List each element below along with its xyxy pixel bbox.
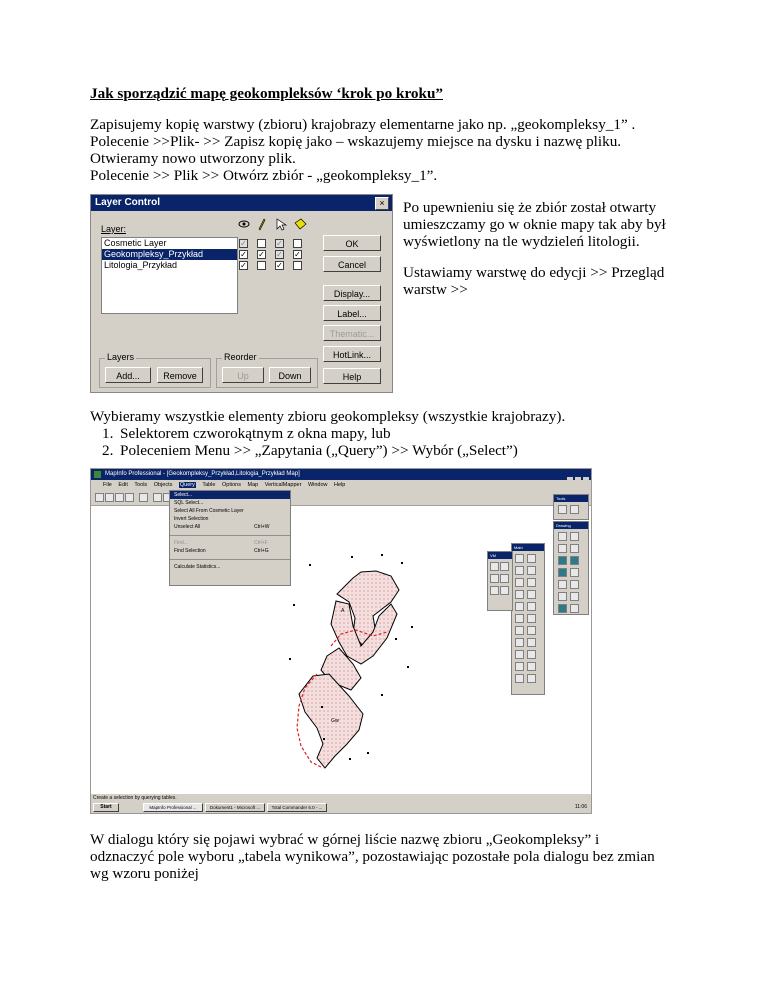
- bottom-line-2: odznaczyć pole wyboru „tabela wynikowa”, pozostawiając pozostałe pola dialogu bez zmian: [90, 848, 655, 865]
- reshape-tool-icon[interactable]: [570, 580, 579, 589]
- vm-tool-icon[interactable]: [500, 562, 509, 571]
- bottom-line-3: wg wzoru poniżej: [90, 865, 199, 882]
- autolabel-checkbox[interactable]: ✓: [294, 250, 301, 259]
- menu-item-find-selection[interactable]: Find Selection Ctrl+G: [174, 548, 269, 554]
- change-view-icon[interactable]: [515, 602, 524, 611]
- taskbar-word[interactable]: Dokument1 - Microsoft ...: [205, 803, 265, 812]
- menu-map[interactable]: Map: [247, 482, 259, 488]
- new-icon[interactable]: [95, 493, 104, 502]
- zoom-out-icon[interactable]: [527, 590, 536, 599]
- tools-palette: [553, 494, 589, 520]
- vm-palette: [487, 551, 513, 611]
- layout-icon[interactable]: [527, 674, 536, 683]
- layer-list-label: Layer:: [101, 224, 127, 234]
- text-tool-icon[interactable]: [570, 568, 579, 577]
- document-title: Jak sporządzić mapę geokompleksów ‘krok po kroku”: [90, 85, 444, 102]
- map-label-gw: Gw: [331, 718, 339, 724]
- layer-item-geokompleksy[interactable]: Geokompleksy_Przykład: [102, 249, 237, 260]
- save-icon[interactable]: [115, 493, 124, 502]
- menu-help[interactable]: Help: [334, 482, 346, 488]
- print-icon[interactable]: [139, 493, 148, 502]
- mapinfo-menu-bar: [91, 480, 591, 490]
- intro-line-3: Otwieramy nowo utworzony plik.: [90, 150, 296, 167]
- intro-line-2: Polecenie >>Plik- >> Zapisz kopię jako – wskazujemy miejsce na dysku i nazwę pliku.: [90, 133, 622, 150]
- up-button[interactable]: Up: [222, 367, 264, 383]
- vm-palette-title: VM: [488, 552, 512, 559]
- list-item-2: Poleceniem Menu >> „Zapytania („Query”) >> Wybór („Select”): [120, 442, 518, 459]
- polyline-tool-icon[interactable]: [570, 532, 579, 541]
- side-line-3: wyświetlony na tle wydzieleń litologii.: [403, 233, 640, 250]
- rounded-rect-tool-icon[interactable]: [558, 568, 567, 577]
- taskbar-mapinfo[interactable]: MapInfo Professional ...: [143, 803, 203, 812]
- vm-tool-icon[interactable]: [500, 586, 509, 595]
- drag-window-icon[interactable]: [527, 626, 536, 635]
- show-legend-icon[interactable]: [515, 650, 524, 659]
- tool-icon[interactable]: [558, 505, 567, 514]
- mapinfo-title-bar: MapInfo Professional - [Geokompleksy_Przykład,Litologia_Przykład Map]: [91, 469, 591, 480]
- label-tool-icon[interactable]: [515, 626, 524, 635]
- menu-separator: [170, 555, 290, 560]
- menu-table[interactable]: Table: [202, 482, 216, 488]
- intro-line-1: Zapisujemy kopię warstwy (zbioru) krajobrazy elementarne jako np. „geokompleksy_1” .: [90, 116, 636, 133]
- status-text: Create a selection by querying tables.: [93, 795, 177, 801]
- layer-item-cosmetic[interactable]: Cosmetic Layer: [104, 238, 167, 248]
- radius-select-icon[interactable]: [515, 566, 524, 575]
- ruler-icon[interactable]: [527, 638, 536, 647]
- label-button[interactable]: Label...: [323, 305, 381, 321]
- start-button[interactable]: Start: [93, 803, 119, 812]
- region-style-icon[interactable]: [558, 604, 567, 613]
- menu-verticalmapper[interactable]: VerticalMapper: [264, 482, 302, 488]
- visible-checkbox[interactable]: ✓: [240, 250, 247, 259]
- menu-edit[interactable]: Edit: [118, 482, 128, 488]
- side-line-5: warstw >>: [403, 281, 468, 298]
- layer-control-dialog: [90, 194, 393, 393]
- hotlink-icon[interactable]: [527, 614, 536, 623]
- list-item-1: Selektorem czworokątnym z okna mapy, lub: [120, 425, 391, 442]
- arc-tool-icon[interactable]: [558, 544, 567, 553]
- grabber-icon[interactable]: [527, 602, 536, 611]
- selectable-checkbox[interactable]: ✓: [276, 261, 283, 270]
- main-palette: [511, 543, 545, 695]
- add-node-icon[interactable]: [558, 592, 567, 601]
- drawing-palette: [553, 521, 589, 615]
- menu-item-select-all-cosmetic[interactable]: Select All From Cosmetic Layer: [174, 508, 244, 514]
- mapinfo-toolbar: [91, 490, 591, 506]
- symbol-style-icon[interactable]: [570, 592, 579, 601]
- taskbar-clock: 11:06: [574, 804, 587, 810]
- line-tool-icon[interactable]: [558, 532, 567, 541]
- menu-item-find[interactable]: Find... Ctrl+F: [174, 540, 268, 546]
- text-style-icon[interactable]: [570, 604, 579, 613]
- list-number-2: 2.: [102, 442, 114, 459]
- hotlink-button[interactable]: HotLink...: [323, 346, 381, 362]
- menu-window[interactable]: Window: [307, 482, 328, 488]
- vm-tool-icon[interactable]: [500, 574, 509, 583]
- list-number-1: 1.: [102, 425, 114, 442]
- cancel-button[interactable]: Cancel: [323, 256, 381, 272]
- thematic-button[interactable]: Thematic...: [323, 325, 381, 341]
- autolabel-checkbox[interactable]: [293, 239, 302, 248]
- zoom-in-icon[interactable]: [515, 590, 524, 599]
- menu-item-unselect-all[interactable]: Unselect All Ctrl+W: [174, 524, 270, 530]
- editable-checkbox[interactable]: [257, 239, 266, 248]
- bottom-line-1: W dialogu który się pojawi wybrać w górnej liście nazwę zbioru „Geokompleksy” i: [90, 831, 600, 848]
- save-workspace-icon[interactable]: [125, 493, 134, 502]
- editable-checkbox[interactable]: ✓: [258, 250, 265, 259]
- side-line-4: Ustawiamy warstwę do edycji >> Przegląd: [403, 264, 665, 281]
- frame-tool-icon[interactable]: [558, 580, 567, 589]
- map-label-a: A: [341, 608, 345, 614]
- taskbar-totalcmd[interactable]: Total Commander 6.0 - ...: [267, 803, 327, 812]
- side-line-2: umieszczamy go w oknie mapy tak aby był: [403, 216, 666, 233]
- close-icon[interactable]: ×: [375, 197, 389, 210]
- mapinfo-screenshot: [90, 468, 592, 814]
- menu-options[interactable]: Options: [222, 482, 241, 488]
- autolabel-checkbox[interactable]: [293, 261, 302, 270]
- rectangle-tool-icon[interactable]: [570, 556, 579, 565]
- visible-checkbox[interactable]: ✓: [240, 261, 247, 270]
- intro-line-4: Polecenie >> Plik >> Otwórz zbiór - „geokompleksy_1”.: [90, 167, 438, 184]
- graph-icon[interactable]: [515, 674, 524, 683]
- tool-icon[interactable]: [570, 505, 579, 514]
- window-controls-icon[interactable]: [567, 471, 589, 478]
- menu-item-sql-select[interactable]: SQL Select...: [174, 500, 204, 506]
- help-button[interactable]: Help: [323, 368, 381, 384]
- menu-file[interactable]: File: [103, 482, 112, 488]
- remove-layer-button[interactable]: Remove: [157, 367, 203, 383]
- dialog-title: Layer Control: [91, 195, 392, 211]
- mapinfo-app-icon: [94, 471, 101, 478]
- layer-list[interactable]: [101, 237, 238, 314]
- query-dropdown-menu: [169, 490, 291, 586]
- layer-item-litologia[interactable]: Litologia_Przykład: [104, 260, 178, 270]
- polygon-select-icon[interactable]: [527, 566, 536, 575]
- add-layer-button[interactable]: Add...: [105, 367, 151, 383]
- menu-separator: [170, 531, 290, 536]
- layers-group-label: Layers: [107, 352, 135, 362]
- drawing-palette-title: Drawing: [554, 522, 588, 529]
- selectable-checkbox[interactable]: ✓: [276, 250, 283, 259]
- boundary-select-icon[interactable]: [515, 578, 524, 587]
- display-button[interactable]: Display...: [323, 285, 381, 301]
- info-tool-icon[interactable]: [515, 614, 524, 623]
- main-palette-title: Main: [512, 544, 544, 551]
- tools-palette-title: Tools: [554, 495, 588, 502]
- status-and-taskbar: [91, 794, 591, 813]
- polygon-tool-icon[interactable]: [570, 544, 579, 553]
- select-tool-icon[interactable]: [515, 554, 524, 563]
- vm-tool-icon[interactable]: [490, 562, 499, 571]
- show-statistics-icon[interactable]: [527, 650, 536, 659]
- layer-control-icon[interactable]: [515, 638, 524, 647]
- reorder-group-label: Reorder: [224, 352, 257, 362]
- eye-pencil-pointer-label-icons: [238, 217, 318, 231]
- menu-tools[interactable]: Tools: [134, 482, 148, 488]
- ok-button[interactable]: OK: [323, 235, 381, 251]
- menu-objects[interactable]: Objects: [153, 482, 173, 488]
- menu-query[interactable]: Query: [179, 482, 195, 488]
- clip-region-icon[interactable]: [515, 662, 524, 671]
- mid-line-1: Wybieramy wszystkie elementy zbioru geokompleksy (wszystkie krajobrazy).: [90, 408, 566, 425]
- open-icon[interactable]: [105, 493, 114, 502]
- side-line-1: Po upewnieniu się że zbiór został otwarty: [403, 199, 657, 216]
- selectable-checkbox[interactable]: ✓: [276, 239, 283, 248]
- menu-item-select[interactable]: Select...: [170, 491, 290, 499]
- visible-checkbox[interactable]: ✓: [240, 239, 247, 248]
- vm-tool-icon[interactable]: [490, 574, 499, 583]
- menu-item-calculate-statistics[interactable]: Calculate Statistics...: [174, 564, 221, 570]
- marquee-select-icon[interactable]: [527, 554, 536, 563]
- down-button[interactable]: Down: [269, 367, 311, 383]
- vm-tool-icon[interactable]: [490, 586, 499, 595]
- set-clip-icon[interactable]: [527, 662, 536, 671]
- layer-attribute-icons: [238, 217, 318, 231]
- ellipse-tool-icon[interactable]: [558, 556, 567, 565]
- layer-checkbox-grid: [239, 239, 319, 275]
- cut-icon[interactable]: [153, 493, 162, 502]
- editable-checkbox[interactable]: [257, 261, 266, 270]
- menu-item-invert-selection[interactable]: Invert Selection: [174, 516, 209, 522]
- unselect-icon[interactable]: [527, 578, 536, 587]
